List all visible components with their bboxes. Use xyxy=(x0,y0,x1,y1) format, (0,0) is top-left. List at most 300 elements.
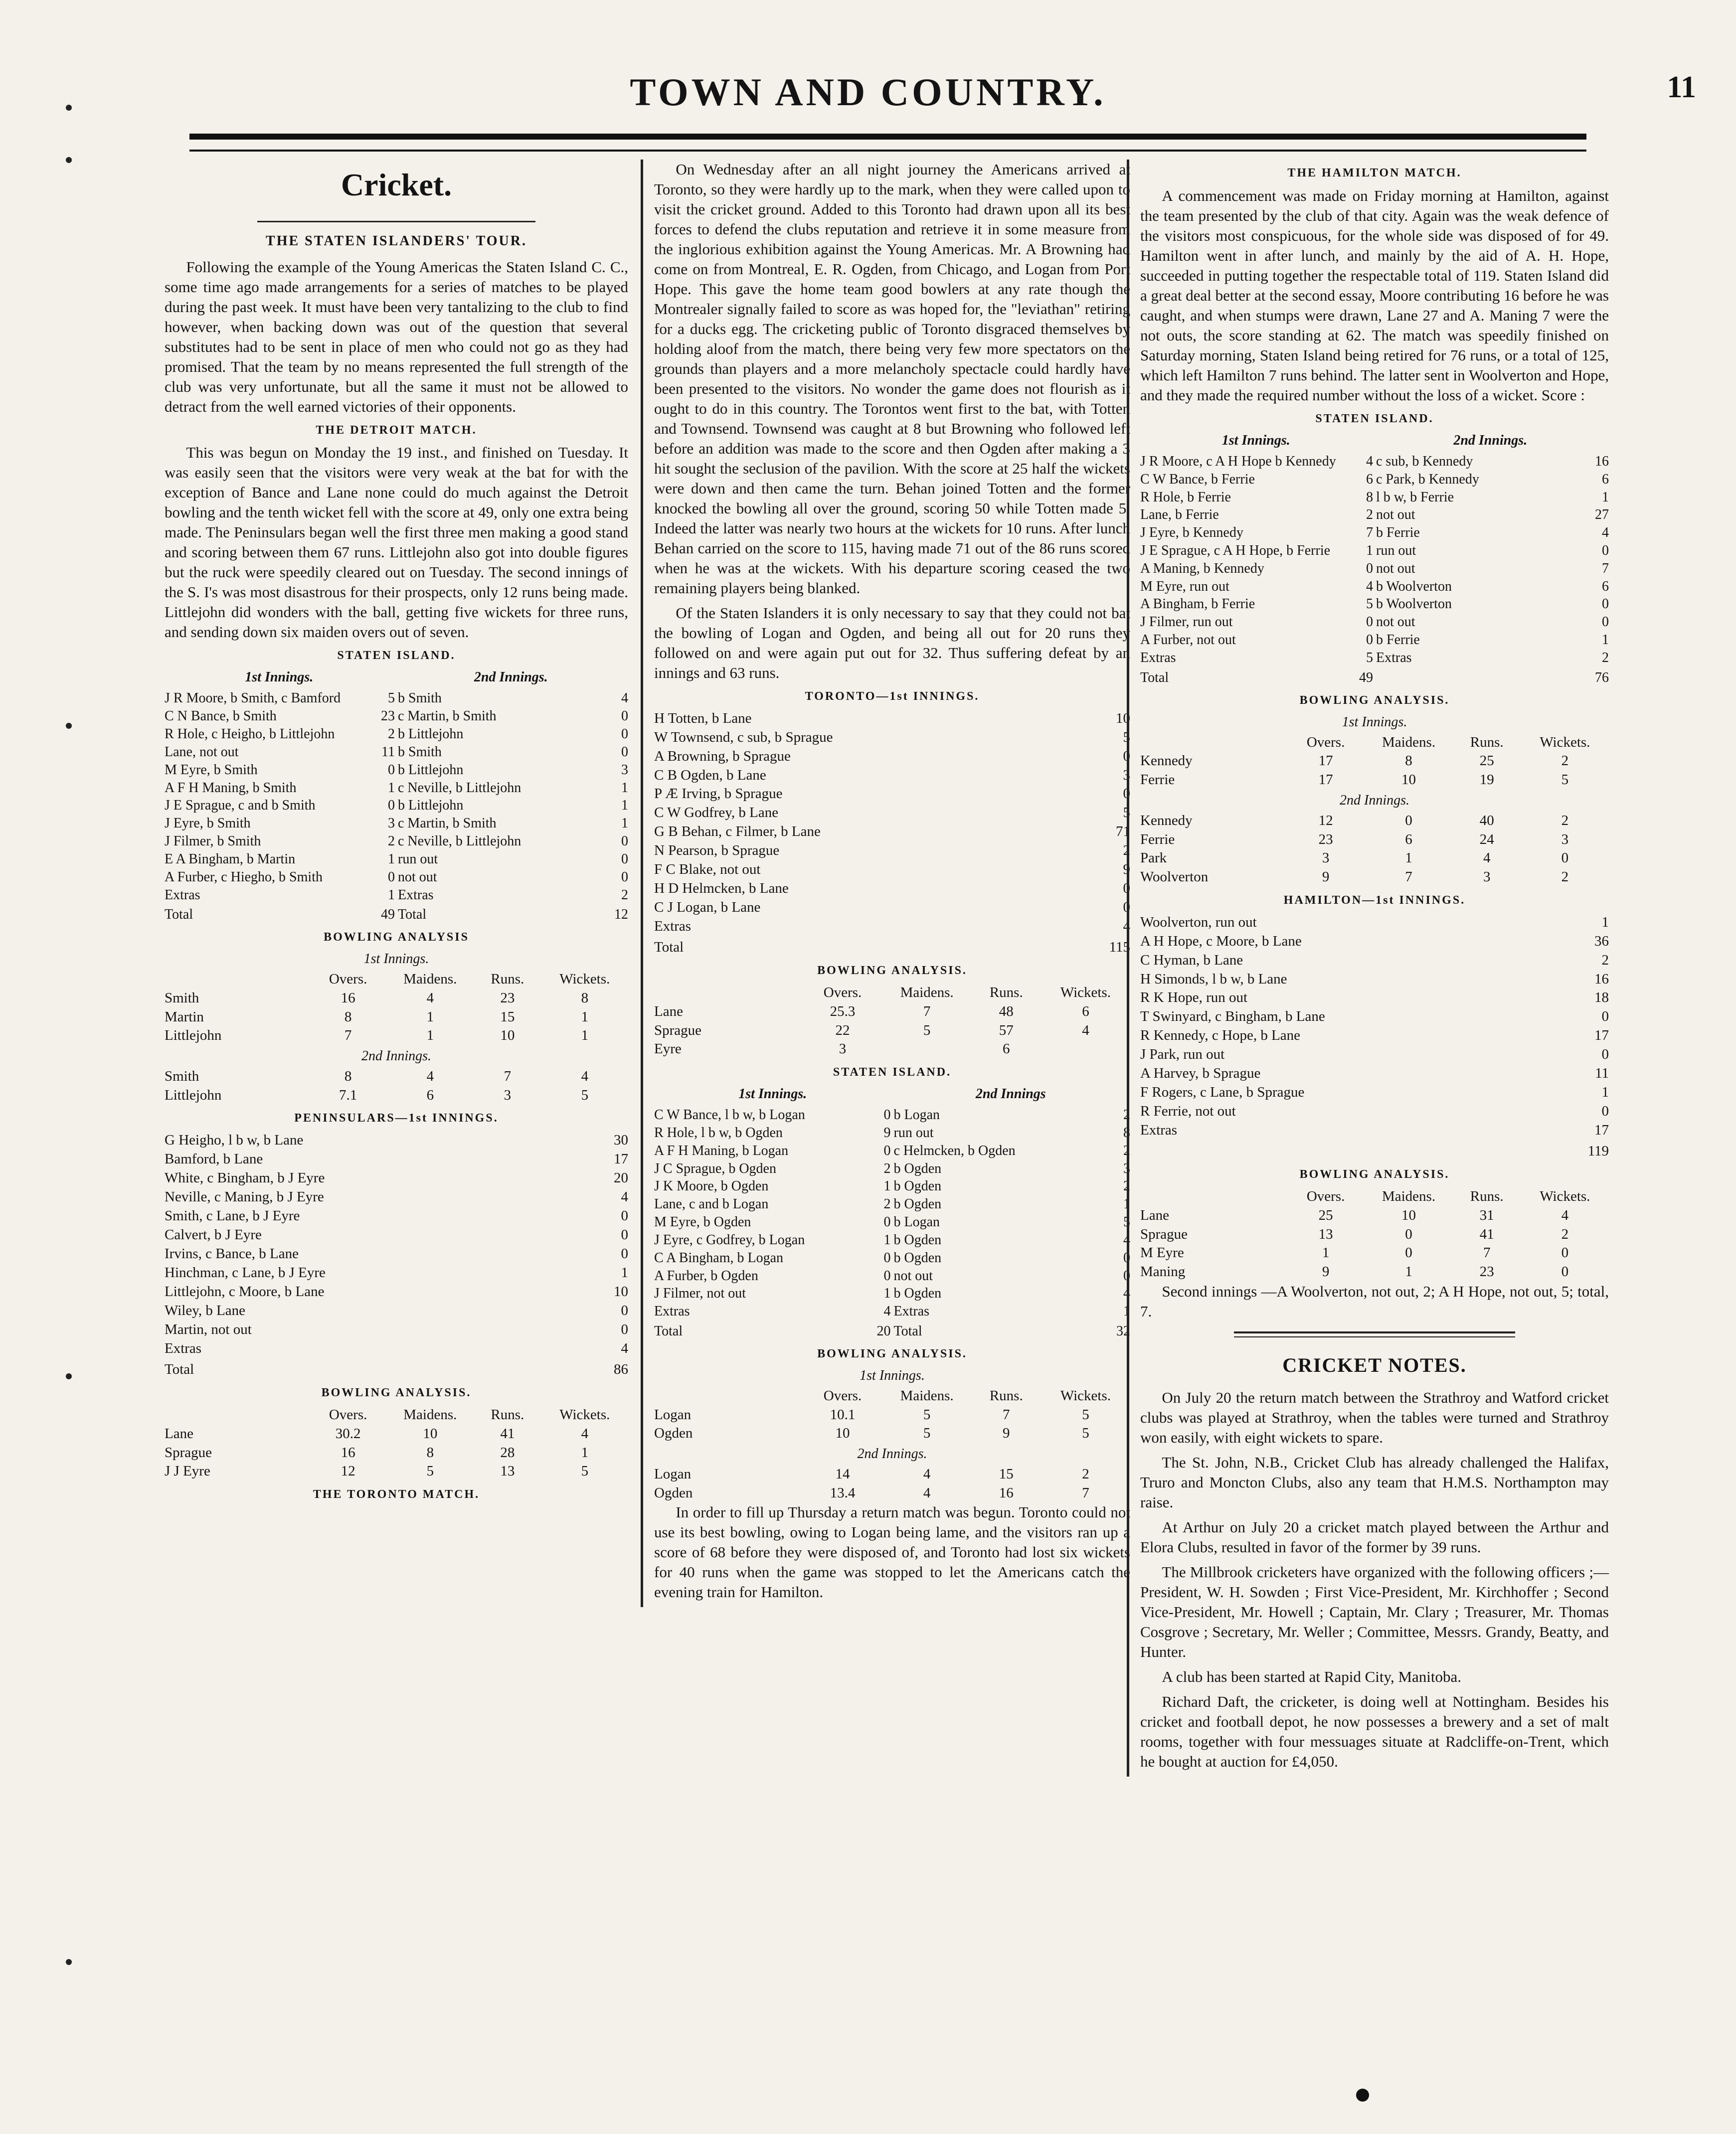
hamilton-si-scorecard xyxy=(1140,453,1609,667)
bowling-col: Maidens. xyxy=(900,1387,954,1404)
player-name: J Filmer, b Smith xyxy=(165,833,261,849)
cricket-heading: Cricket. xyxy=(341,167,452,202)
score-cell: 4 xyxy=(426,1068,434,1085)
header-rule xyxy=(189,134,1586,152)
bowling-row xyxy=(654,1465,1130,1484)
player-name: J Park, run out xyxy=(1140,1046,1225,1063)
score-row xyxy=(654,1303,1130,1320)
score-cell: 31 xyxy=(1479,1207,1494,1223)
toronto-si-total xyxy=(654,1322,1130,1340)
score-cell: 8 xyxy=(426,1444,434,1461)
bowling-row xyxy=(165,1067,628,1086)
player-name: Maning xyxy=(1140,1264,1186,1280)
player-name: Smith, c Lane, b J Eyre xyxy=(165,1208,300,1224)
total-label: Total xyxy=(165,907,193,923)
player-name: C B Ogden, b Lane xyxy=(654,767,766,783)
score-cell: c Neville, b Littlejohn xyxy=(398,780,521,796)
score-row xyxy=(654,709,1130,728)
bowling-row xyxy=(654,1040,1130,1059)
player-name: Hinchman, c Lane, b J Eyre xyxy=(165,1265,326,1281)
score-cell: 2 xyxy=(1561,1226,1569,1242)
player-name: M Eyre, run out xyxy=(1140,578,1229,594)
score-row xyxy=(654,766,1130,785)
player-name: Sprague xyxy=(1140,1226,1188,1242)
player-name: Extras xyxy=(165,1340,202,1357)
total-label: Total xyxy=(398,907,427,923)
player-name: C N Bance, b Smith xyxy=(165,708,277,724)
margin-dot-icon xyxy=(66,1959,72,1965)
hamilton-innings-heading: HAMILTON—1st INNINGS. xyxy=(1283,893,1466,907)
player-name: Extras xyxy=(1140,1122,1178,1139)
tour-intro: Following the example of the Young Americas the Staten Island C. C., some time ago made arrangements for a series of matches to be played during the past week. It must have been very tantalizing to the club to find however, when backing down was out of the question that several substitutes had to be sent in place of men who could not go as they had promised. That the team by no means represented the full strength of the club was very unfortunate, but all the same it must not be allowed to detract from the well earned victories of their opponents. xyxy=(165,258,628,415)
score-cell: 1 xyxy=(1405,850,1412,866)
score-row xyxy=(654,1267,1130,1285)
score-cell: 40 xyxy=(1479,812,1494,828)
score-cell: 6 xyxy=(1602,578,1609,594)
score-cell: 0 xyxy=(883,1143,891,1158)
score-cell: 0 xyxy=(883,1107,891,1123)
player-name: Sprague xyxy=(165,1444,212,1461)
bowling-innings-label: 1st Innings. xyxy=(1342,714,1407,730)
toronto-bowling xyxy=(654,1002,1130,1059)
score-cell: 2 xyxy=(1123,1178,1130,1194)
score-row xyxy=(1140,631,1609,649)
bowling-header-row xyxy=(654,1387,1130,1406)
score-cell: 3 xyxy=(1561,831,1569,847)
player-name: C A Bingham, b Logan xyxy=(654,1250,783,1266)
player-name: Kennedy xyxy=(1140,753,1193,769)
player-name: Ferrie xyxy=(1140,831,1175,847)
note-item: On July 20 the return match between the Strathroy and Watford cricket clubs was played at Strathroy, when the tables were turned and Strathroy won easily, with eight wickets to spare. xyxy=(1140,1389,1609,1447)
score-cell: 25 xyxy=(1479,753,1494,769)
score-cell: 4 xyxy=(581,1068,589,1085)
bowling-row xyxy=(654,1002,1130,1021)
score-cell: 0 xyxy=(621,833,628,849)
score-row xyxy=(654,1142,1130,1160)
score-cell: l b w, b Ferrie xyxy=(1376,489,1454,505)
hamilton-si-total xyxy=(1140,669,1609,687)
score-row xyxy=(1140,506,1609,524)
score-row xyxy=(1140,542,1609,560)
player-name: Sprague xyxy=(654,1022,702,1038)
score-cell: 2 xyxy=(883,1160,891,1176)
score-cell: 5 xyxy=(923,1425,931,1442)
score-cell: run out xyxy=(1376,542,1416,558)
score-cell: 10 xyxy=(423,1425,438,1442)
masthead-title: TOWN AND COUNTRY. xyxy=(630,70,1106,114)
score-cell: not out xyxy=(1376,560,1415,576)
player-name: R Kennedy, c Hope, b Lane xyxy=(1140,1027,1301,1044)
score-cell: 3 xyxy=(504,1087,512,1103)
score-row xyxy=(1140,453,1609,471)
score-row xyxy=(165,1207,628,1226)
score-cell: 0 xyxy=(1405,1245,1412,1261)
score-cell: 23 xyxy=(1479,1264,1494,1280)
score-cell: b Littlejohn xyxy=(398,726,464,742)
score-cell: 2 xyxy=(1123,1107,1130,1123)
score-cell: 41 xyxy=(1479,1226,1494,1242)
score-cell: 0 xyxy=(1123,748,1130,764)
player-name: A Furber, b Ogden xyxy=(654,1268,758,1284)
divider xyxy=(1234,1331,1515,1337)
score-cell: 1 xyxy=(1405,1264,1412,1280)
score-cell: 19 xyxy=(1479,772,1494,788)
player-name: J E Sprague, c A H Hope, b Ferrie xyxy=(1140,542,1331,558)
column-2 xyxy=(641,160,1130,1607)
player-name: E A Bingham, b Martin xyxy=(165,851,296,867)
score-cell: 5 xyxy=(923,1406,931,1423)
score-cell: run out xyxy=(398,851,438,867)
score-cell: 1 xyxy=(1322,1245,1330,1261)
score-cell: 1 xyxy=(388,851,395,867)
score-cell: 10 xyxy=(1401,1207,1416,1223)
score-cell: 3 xyxy=(1123,767,1130,783)
score-cell xyxy=(882,1040,972,1059)
bowling-col: Maidens. xyxy=(403,971,457,987)
bowling-innings-label: 2nd Innings. xyxy=(361,1048,431,1064)
player-name: Irvins, c Bance, b Lane xyxy=(165,1246,299,1262)
score-cell: 0 xyxy=(1123,899,1130,916)
bowling-col: Runs. xyxy=(1470,734,1504,750)
bowling-col: Maidens. xyxy=(403,1407,457,1423)
score-cell: b Littlejohn xyxy=(398,798,464,814)
score-cell: 7 xyxy=(344,1027,352,1044)
score-cell: 1 xyxy=(621,1265,628,1281)
score-row xyxy=(165,743,628,761)
bowling-row xyxy=(654,1021,1130,1040)
bowling-row xyxy=(1140,868,1609,887)
innings-2-label: 2nd Innings. xyxy=(474,669,548,685)
score-cell: 17 xyxy=(1318,753,1333,769)
player-name: Wiley, b Lane xyxy=(165,1303,246,1319)
score-cell: 5 xyxy=(581,1087,589,1103)
score-row xyxy=(654,1160,1130,1178)
score-cell: 0 xyxy=(388,869,395,885)
score-cell: 8 xyxy=(581,989,589,1006)
total-label xyxy=(1140,1142,1586,1161)
bowling-col: Runs. xyxy=(491,971,524,987)
score-cell: 0 xyxy=(621,708,628,724)
score-row xyxy=(1140,560,1609,578)
toronto-bowling-2a xyxy=(654,1406,1130,1443)
score-cell: 5 xyxy=(1366,650,1373,665)
score-cell: 0 xyxy=(388,762,395,778)
score-cell: 0 xyxy=(621,744,628,760)
tour-heading: THE STATEN ISLANDERS' TOUR. xyxy=(266,233,527,249)
score-row xyxy=(1140,1045,1609,1064)
total-value: 76 xyxy=(1595,669,1609,685)
player-name: Extras xyxy=(654,1304,690,1319)
score-cell: 16 xyxy=(1595,453,1609,469)
si-heading: STATEN ISLAND. xyxy=(337,649,456,662)
score-cell: 4 xyxy=(923,1466,931,1482)
player-name: R Hole, c Heigho, b Littlejohn xyxy=(165,726,335,742)
score-row xyxy=(165,707,628,725)
bowling-col: Wickets. xyxy=(1540,1188,1590,1205)
player-name: J Eyre, b Kennedy xyxy=(1140,525,1243,541)
bowling-heading: BOWLING ANALYSIS. xyxy=(321,1386,472,1400)
score-cell: 18 xyxy=(1594,989,1609,1006)
score-row xyxy=(165,868,628,886)
score-row xyxy=(165,1283,628,1302)
score-cell: 5 xyxy=(581,1463,589,1479)
score-row xyxy=(1140,932,1609,951)
score-cell: 7 xyxy=(1483,1245,1491,1261)
score-cell: b Littlejohn xyxy=(398,762,464,778)
score-cell: 2 xyxy=(1082,1466,1089,1482)
score-cell: 1 xyxy=(1123,1196,1130,1212)
column-1 xyxy=(165,160,628,1507)
bowling-row xyxy=(165,1425,628,1444)
bowling-row xyxy=(165,1086,628,1105)
player-name: R Hole, b Ferrie xyxy=(1140,489,1231,505)
score-cell: 16 xyxy=(341,1444,355,1461)
score-cell: 23 xyxy=(1318,831,1333,847)
bowling-row xyxy=(654,1484,1130,1503)
player-name: C W Bance, l b w, b Logan xyxy=(654,1107,805,1123)
score-row xyxy=(165,1226,628,1245)
player-name: Ogden xyxy=(654,1425,693,1442)
player-name: Woolverton xyxy=(1140,868,1209,885)
bowling-innings-label: 1st Innings. xyxy=(860,1367,925,1383)
score-cell: 3 xyxy=(1123,1160,1130,1176)
score-row xyxy=(165,815,628,832)
score-cell: 0 xyxy=(883,1214,891,1230)
toronto-text: On Wednesday after an all night journey the Americans arrived at Toronto, so they were hardly up to the mark, when they were called upon to visit the cricket ground. Added to this Toronto had drawn upon all its best forces to defend the clubs reputation and retrieve it in some measure from the inglorious exhibition against the Young Americas. Mr. A Browning had come on from Montreal, E. R. Ogden, from Chicago, and Logan from Port Hope. This gave the home team good bowlers at any rate though the Montrealer signally failed to score as was hoped for, the "leviathan" retiring for a ducks egg. The cricketing public of Toronto disgraced themselves by holding aloof from the match, there being very few more spectators on the grounds than players and a more melancholy spectacle could hardly have been presented to the visitors. No wonder the game does not flourish as it ought to do in this country. The Torontos went first to the bat, with Totten and Townsend. Townsend was caught at 8 but Browning who followed left before an addition was made to the score and then Ogden after making a 3 hit sought the seclusion of the pavilion. With the score at 25 half the wickets were down and then came the turn. Behan joined Totten and the former knocked the bowling all over the ground, scoring 50 while Totten made 5. Indeed the latter was nearly two hours at the wickets for 10 runs. After lunch Behan carried on the score to 115, having made 71 out of the 86 runs scored when he was at the wickets. With his departure scoring ceased the two remaining players being blanked. xyxy=(654,161,1130,597)
cricket-notes-heading: CRICKET NOTES. xyxy=(1282,1353,1467,1376)
score-cell: 1 xyxy=(1602,489,1609,505)
score-row xyxy=(654,1285,1130,1303)
detroit-text: This was begun on Monday the 19 inst., and finished on Tuesday. It was easily seen that the visitors were very weak at the bat for with the exception of Bance and Lane none could do much against the Detroit bowling and the tenth wicket fell with the score at 49, only one extra being made. The Peninsulars began well the first three men making a good stand and scoring between them 67 runs. Littlejohn also got into double figures but the ruck were speedily cleared out on Tuesday. The second innings of the S. I's was most disastrous for their prospects, only 12 runs being made. Littlejohn did wonders with the ball, getting five wickets for three runs, and sending down six maiden overs out of seven. xyxy=(165,444,628,641)
score-cell: 10 xyxy=(835,1425,850,1442)
si-heading: STATEN ISLAND. xyxy=(833,1066,952,1079)
score-cell: 1 xyxy=(1602,632,1609,648)
player-name: R Hole, l b w, b Ogden xyxy=(654,1125,783,1141)
bowling-innings-label: 1st Innings. xyxy=(363,951,429,967)
score-cell: 4 xyxy=(1366,578,1373,594)
score-row xyxy=(1140,613,1609,631)
score-cell: 0 xyxy=(883,1268,891,1284)
player-name: Lane, not out xyxy=(165,744,239,760)
hamilton-bowling-3 xyxy=(1140,1206,1609,1282)
bowling-header-row xyxy=(165,1406,628,1425)
score-cell: 2 xyxy=(621,887,628,903)
player-name: W Townsend, c sub, b Sprague xyxy=(654,729,833,745)
player-name: M Eyre, b Smith xyxy=(165,762,258,778)
toronto-bowling-2b xyxy=(654,1465,1130,1502)
divider xyxy=(257,221,535,222)
total-value: 49 xyxy=(1359,669,1373,685)
score-cell: 0 xyxy=(1561,1264,1569,1280)
score-row xyxy=(654,822,1130,841)
score-cell: 5 xyxy=(1123,1214,1130,1230)
score-cell: 11 xyxy=(1595,1065,1609,1082)
score-cell: 6 xyxy=(1366,471,1373,487)
score-cell: 16 xyxy=(1594,971,1609,987)
bowling-col: Wickets. xyxy=(1540,734,1590,750)
score-cell: 27 xyxy=(1595,507,1609,523)
score-row xyxy=(654,728,1130,747)
score-cell: 5 xyxy=(923,1022,931,1038)
score-row xyxy=(654,860,1130,879)
total-value: 20 xyxy=(876,1323,891,1339)
score-cell: 5 xyxy=(1082,1425,1089,1442)
player-name: Ogden xyxy=(654,1484,693,1501)
score-row xyxy=(654,1124,1130,1142)
player-name: T Swinyard, c Bingham, b Lane xyxy=(1140,1008,1325,1025)
bowling-header-row xyxy=(654,984,1130,1002)
total-label: Total xyxy=(1140,669,1169,685)
score-cell: 5 xyxy=(1561,772,1569,788)
player-name: J Eyre, c Godfrey, b Logan xyxy=(654,1232,805,1248)
score-cell: 30.2 xyxy=(335,1425,361,1442)
innings-labels xyxy=(165,668,628,686)
score-cell: 0 xyxy=(1602,614,1609,630)
score-cell: 1 xyxy=(883,1232,891,1248)
score-row xyxy=(1140,1121,1609,1140)
player-name: Ferrie xyxy=(1140,772,1175,788)
player-name: C Hyman, b Lane xyxy=(1140,952,1243,968)
score-row xyxy=(1140,1007,1609,1026)
score-cell: 3 xyxy=(839,1041,847,1057)
score-cell: b Ferrie xyxy=(1376,632,1420,648)
score-row xyxy=(1140,578,1609,596)
score-cell: 4 xyxy=(1602,525,1609,541)
bowling-col: Overs. xyxy=(1306,734,1345,750)
score-cell: 13 xyxy=(1318,1226,1333,1242)
detroit-bowling-2 xyxy=(165,1067,628,1105)
score-cell: not out xyxy=(1376,507,1415,523)
bowling-heading: BOWLING ANALYSIS. xyxy=(1299,1168,1450,1181)
total-value: 115 xyxy=(1109,939,1130,956)
player-name: G B Behan, c Filmer, b Lane xyxy=(654,823,821,840)
score-row xyxy=(165,779,628,797)
score-row xyxy=(654,1249,1130,1267)
score-cell: 7 xyxy=(1003,1406,1010,1423)
score-cell: 6 xyxy=(1003,1041,1010,1057)
total-value: 32 xyxy=(1116,1323,1130,1339)
player-name: Extras xyxy=(165,887,200,903)
bowling-heading: BOWLING ANALYSIS. xyxy=(817,1347,967,1360)
innings-labels xyxy=(654,1085,1130,1103)
score-cell: 9 xyxy=(1322,868,1330,885)
score-cell: 4 xyxy=(923,1484,931,1501)
score-row xyxy=(1140,913,1609,932)
player-name: N Pearson, b Sprague xyxy=(654,842,780,859)
score-cell: 5 xyxy=(426,1463,434,1479)
score-cell: 1 xyxy=(426,1008,434,1025)
score-row xyxy=(165,725,628,743)
player-name: M Eyre xyxy=(1140,1245,1184,1261)
player-name: A Maning, b Kennedy xyxy=(1140,560,1264,576)
bowling-row xyxy=(654,1406,1130,1425)
score-row xyxy=(165,850,628,868)
bowling-col: Runs. xyxy=(491,1407,524,1423)
bowling-col: Overs. xyxy=(329,1407,367,1423)
score-row xyxy=(1140,1026,1609,1045)
toronto-innings-heading: TORONTO—1st INNINGS. xyxy=(805,689,980,703)
score-cell: b Ogden xyxy=(893,1160,942,1176)
player-name: Eyre xyxy=(654,1041,682,1057)
player-name: J E Sprague, c and b Smith xyxy=(165,798,316,814)
score-cell: 9 xyxy=(1003,1425,1010,1442)
total-label: Total xyxy=(893,1323,922,1339)
score-cell: 41 xyxy=(500,1425,515,1442)
player-name: P Æ Irving, b Sprague xyxy=(654,786,783,802)
toronto-scorecard xyxy=(654,709,1130,937)
player-name: J Eyre, b Smith xyxy=(165,816,251,831)
bowling-col: Wickets. xyxy=(559,971,610,987)
score-cell: 0 xyxy=(1602,596,1609,612)
peninsulars-bowling xyxy=(165,1425,628,1481)
score-cell: 1 xyxy=(581,1027,589,1044)
score-row xyxy=(654,1231,1130,1249)
cricket-notes xyxy=(1140,1388,1609,1772)
score-cell: 8 xyxy=(344,1008,352,1025)
score-cell: 4 xyxy=(1366,453,1373,469)
player-name: Extras xyxy=(1140,650,1176,665)
score-cell: 10 xyxy=(1401,772,1416,788)
score-row xyxy=(654,804,1130,822)
score-cell: 0 xyxy=(621,1208,628,1224)
detroit-si-total xyxy=(165,906,628,924)
player-name: M Eyre, b Ogden xyxy=(654,1214,751,1230)
score-cell: 5 xyxy=(1082,1406,1089,1423)
score-cell: Extras xyxy=(893,1304,930,1319)
bowling-col: Maidens. xyxy=(1382,1188,1436,1205)
note-item: Richard Daft, the cricketer, is doing well at Nottingham. Besides his cricket and football depot, he now possesses a brewery and a set of malt rooms, together with four messuages situate at Radcliffe-on-Trent, which he bought at auction for £4,050. xyxy=(1140,1693,1609,1771)
score-cell: 0 xyxy=(1366,632,1373,648)
score-cell: 4 xyxy=(1483,850,1491,866)
toronto-text-2: Of the Staten Islanders it is only necessary to say that they could not bat the bowling of Logan and Ogden, and being all out for 20 runs they followed on and were again put out for 32. Thus suffering defeat by an innings and 63 runs. xyxy=(654,604,1130,681)
player-name: Smith xyxy=(165,1068,199,1085)
score-cell: 1 xyxy=(621,816,628,831)
bowling-row xyxy=(1140,771,1609,790)
ornament-dot-icon xyxy=(1356,2089,1369,2102)
score-cell: 8 xyxy=(1366,489,1373,505)
score-cell: 1 xyxy=(883,1178,891,1194)
score-cell: 20 xyxy=(614,1170,628,1186)
score-row xyxy=(1140,471,1609,489)
score-row xyxy=(654,898,1130,917)
score-cell: 15 xyxy=(999,1466,1014,1482)
player-name: C W Bance, b Ferrie xyxy=(1140,471,1255,487)
score-row xyxy=(165,1302,628,1320)
bowling-col: Overs. xyxy=(1306,1188,1345,1205)
score-cell: 0 xyxy=(1366,560,1373,576)
player-name: A Bingham, b Ferrie xyxy=(1140,596,1255,612)
score-cell: 0 xyxy=(621,726,628,742)
bowling-col: Wickets. xyxy=(1060,985,1111,1001)
score-cell: 4 xyxy=(1082,1022,1089,1038)
score-cell: b Ogden xyxy=(893,1232,942,1248)
score-cell: 0 xyxy=(388,798,395,814)
note-item: At Arthur on July 20 a cricket match played between the Arthur and Elora Clubs, resulted in favor of the former by 39 runs. xyxy=(1140,1518,1609,1556)
score-cell: not out xyxy=(893,1268,933,1284)
bowling-row xyxy=(1140,830,1609,849)
hamilton-bowling-2 xyxy=(1140,812,1609,887)
bowling-row xyxy=(1140,812,1609,830)
score-cell: Extras xyxy=(398,887,434,903)
score-cell: 4 xyxy=(581,1425,589,1442)
score-cell: 3 xyxy=(621,762,628,778)
score-row xyxy=(165,1131,628,1150)
page-number: 11 xyxy=(1667,70,1696,104)
score-cell: 1 xyxy=(581,1444,589,1461)
player-name: H Totten, b Lane xyxy=(654,710,752,726)
score-cell: 10.1 xyxy=(830,1406,856,1423)
innings-1-label: 1st Innings. xyxy=(245,669,314,685)
